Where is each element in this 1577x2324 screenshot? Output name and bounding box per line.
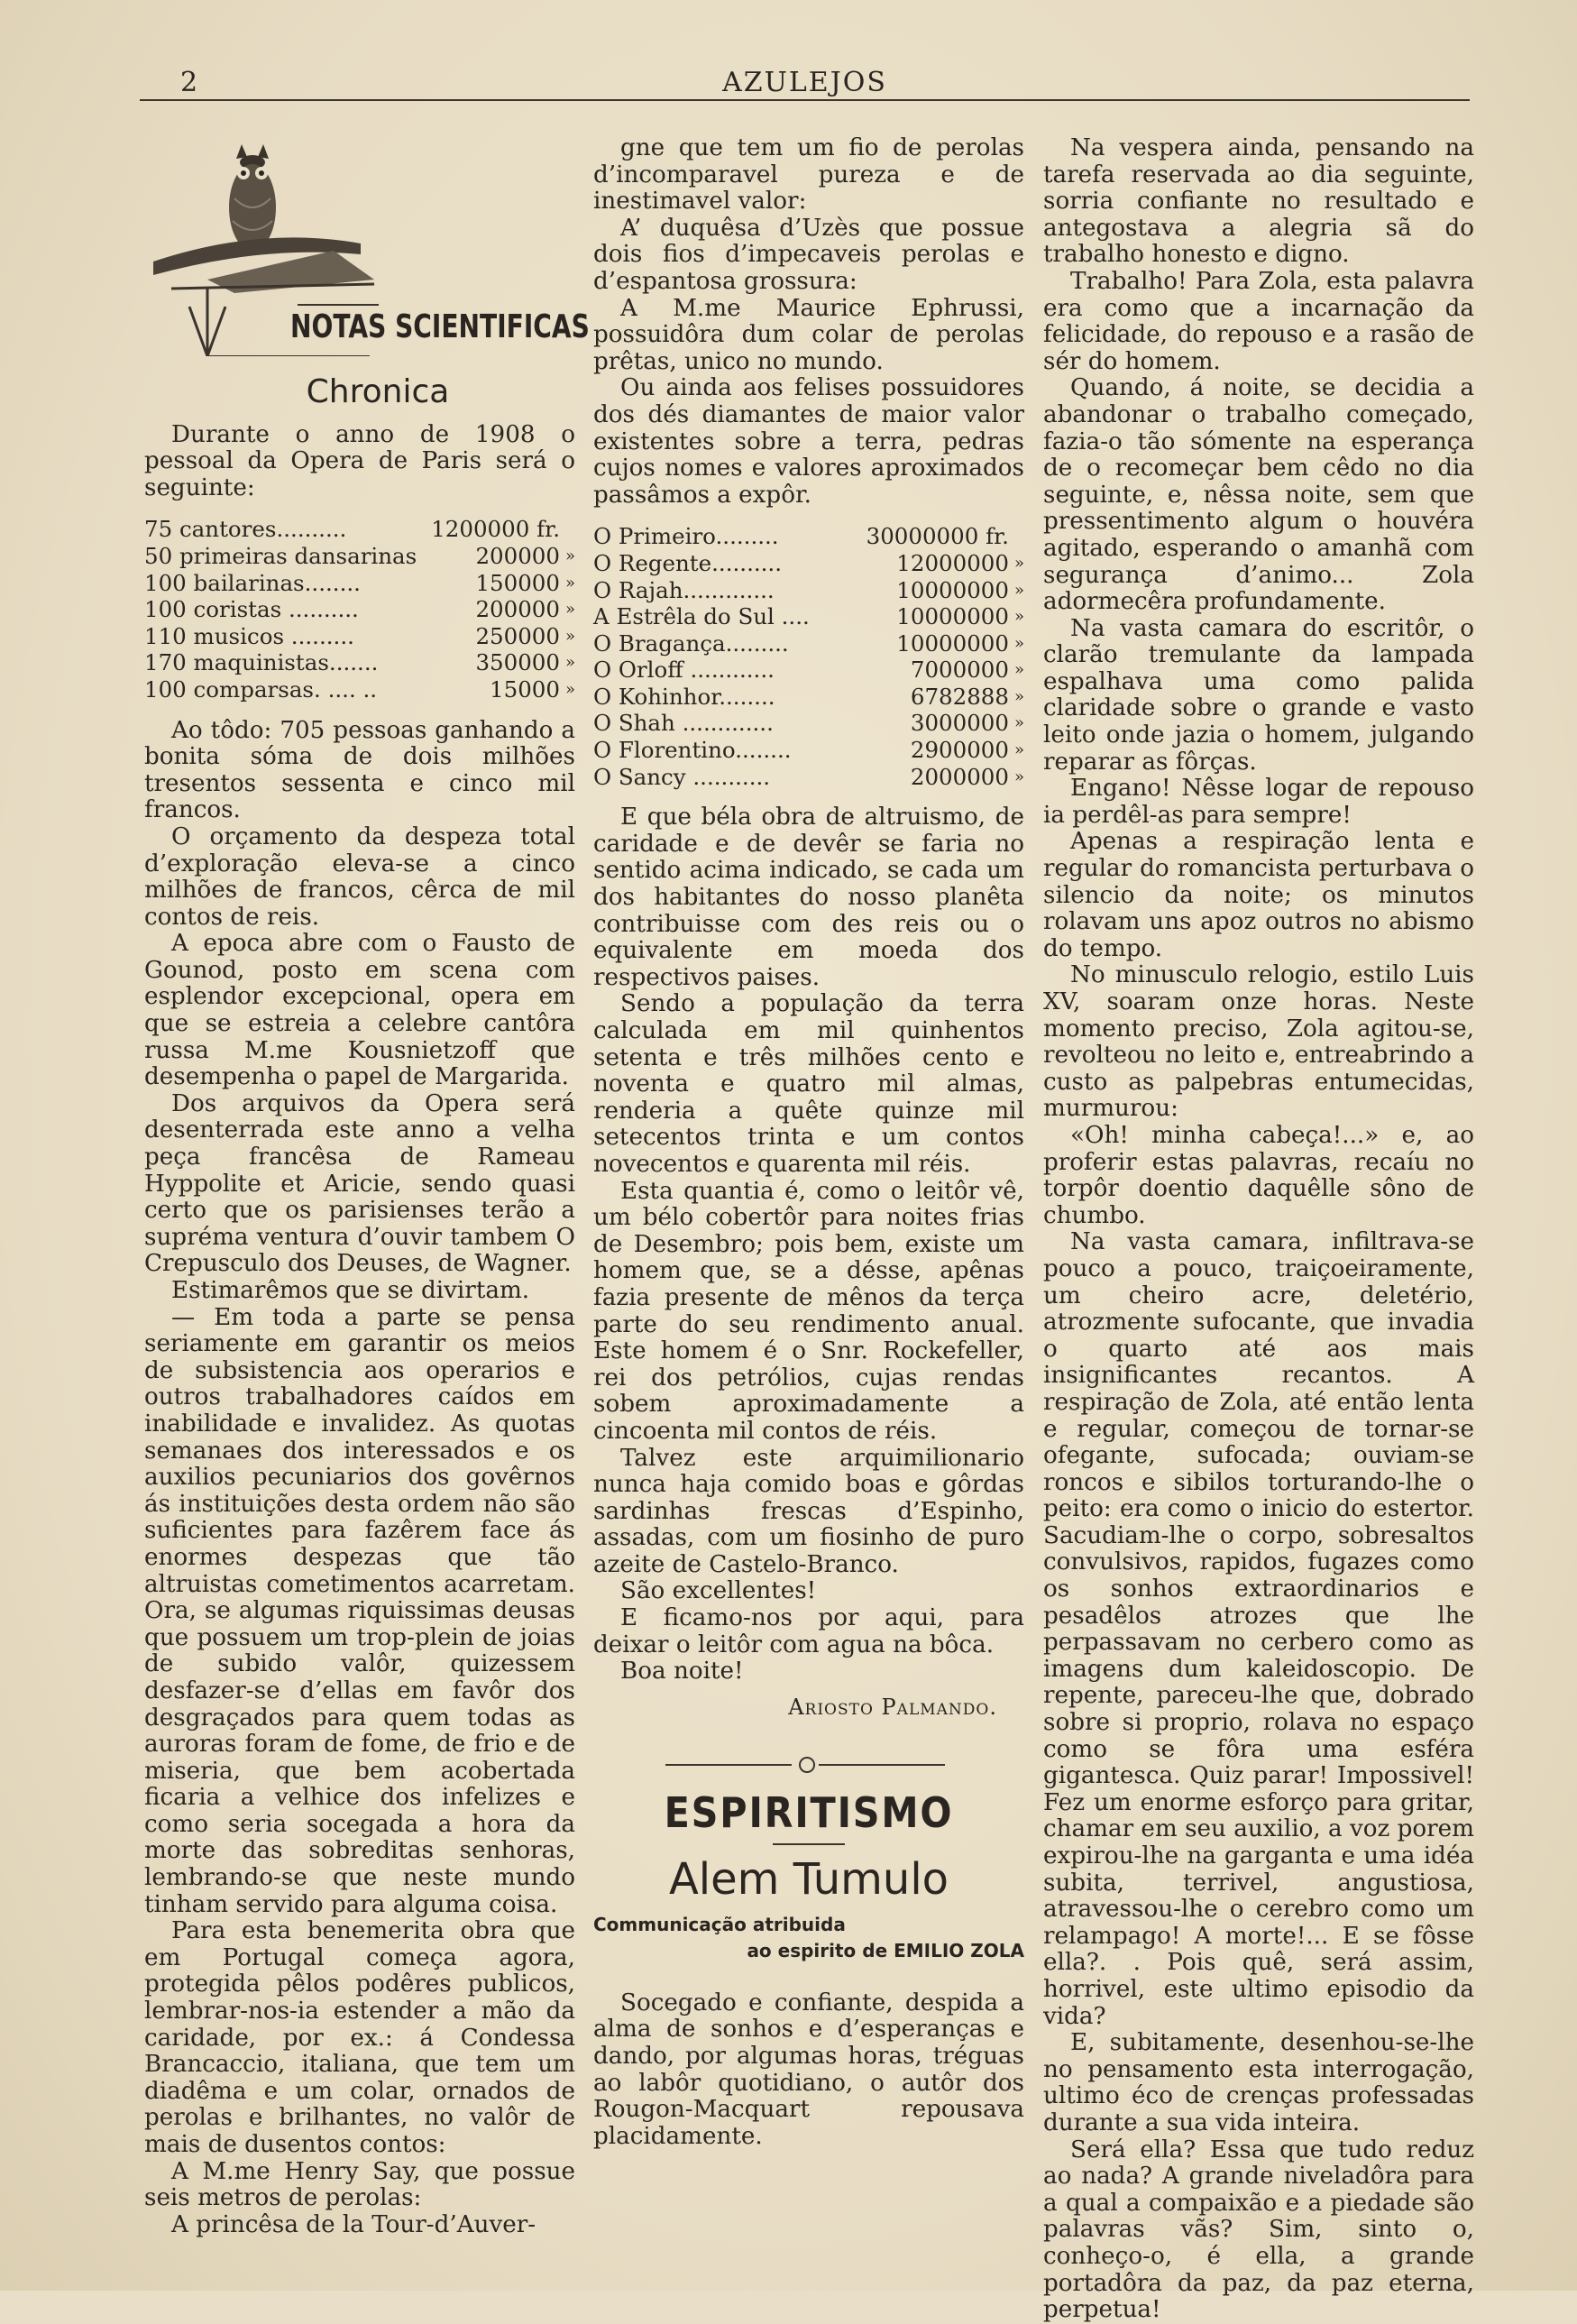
paragraph: «Oh! minha cabeça!...» e, ao proferir estas palavras, recaíu no torpôr doentio daquêlle sôno de chumbo. xyxy=(1043,1121,1474,1229)
ditto-mark: » xyxy=(564,679,575,699)
paragraph: Esta quantia é, como o leitôr vê, um bélo cobertôr para noites frias de Desembro; pois bem, existe um homem que, se a désse, apênas fazia presente de mênos da terça parte do seu rendimento anual. Este homem é o Snr. Rockefeller, rei dos petrólios, cujas rendas sobem aproximadamente a cincoenta mil contos de réis. xyxy=(593,1177,1024,1445)
paragraph: E ficamo-nos por aqui, para deixar o leitôr com agua na bôca. xyxy=(593,1604,1024,1658)
table-row xyxy=(593,523,1024,550)
row-label: O Regente.......... xyxy=(593,549,783,576)
ditto-mark xyxy=(1014,523,1024,550)
section-divider xyxy=(593,1748,1024,1784)
ditto-mark: » xyxy=(1013,660,1024,680)
row-value: 10000000 xyxy=(896,629,1009,657)
ditto-mark: » xyxy=(564,573,575,592)
middle-paragraphs-top xyxy=(593,135,1024,509)
running-title: AZULEJOS xyxy=(722,67,887,98)
paragraph: Quando, á noite, se decidia a abandonar o trabalho começado, fazia-o tão sómente na esperança de o recomeçar bem cêdo no dia seguinte, e, nêssa noite, sem que pressentimento algum o houvéra agitado, esperando o amanhã com segurança d’animo... Zola adormecêra profundamente. xyxy=(1043,374,1474,616)
paragraph: Engano! Nêsse logar de repouso ia perdêl-as para sempre! xyxy=(1043,775,1474,829)
row-label: 100 comparsas. .... .. xyxy=(144,675,378,703)
table-row xyxy=(144,516,575,543)
page-number: 2 xyxy=(180,67,198,98)
row-value: 350000 xyxy=(475,649,560,676)
paragraph: Trabalho! Para Zola, esta palavra era como que a incarnação da felicidade, do repouso e a rasão de sér do homem. xyxy=(1043,267,1474,375)
row-label: 100 coristas .......... xyxy=(144,596,359,623)
paragraph: São excellentes! xyxy=(620,1577,817,1605)
signature: Ariosto Palmando. xyxy=(788,1694,997,1720)
ditto-mark: » xyxy=(1013,607,1024,627)
paragraph: Talvez este arquimilionario nunca haja comido boas e gôrdas sardinhas frescas d’Espinho, assadas, com um fiosinho de puro azeite de Castelo-Branco. xyxy=(593,1444,1024,1578)
table-row xyxy=(144,570,575,597)
paragraph: Estimarêmos que se divirtam. xyxy=(171,1277,530,1304)
row-label: O Rajah............. xyxy=(593,576,775,603)
row-label: 110 musicos ......... xyxy=(144,622,354,649)
paragraph: E que béla obra de altruismo, de caridade e de devêr se faria no sentido acima indicado, se cada um dos habitantes do nosso planêta contribuisse com des reis ou o equivalente em moeda dos respectivos paises. xyxy=(593,804,1024,991)
article-title: Alem Tumulo xyxy=(668,1854,949,1906)
ditto-mark: » xyxy=(564,600,575,620)
row-label: O Sancy ........... xyxy=(593,763,771,790)
paragraph: Na vespera ainda, pensando na tarefa reservada ao dia seguinte, sorria confiante no resultado e antegostava a alegria sã do trabalho honesto e digno. xyxy=(1043,134,1474,269)
table-row xyxy=(593,684,1024,711)
middle-column xyxy=(593,135,1024,2150)
row-value: 7000000 xyxy=(910,657,1009,684)
page-header xyxy=(140,63,1470,101)
row-value: 200000 xyxy=(475,542,560,569)
paragraph: A epoca abre com o Fausto de Gounod, posto em scena com esplendor excepcional, opera em que se estreia a celebre cantôra russa M.me Kousnietzoff que desempenha o papel de Margarida. xyxy=(144,930,575,1091)
section-title: NOTAS SCIENTIFICAS xyxy=(290,308,590,345)
ditto-mark: » xyxy=(564,546,575,565)
paragraph: O orçamento da despeza total d’exploração eleva-se a cinco milhões de francos, cêrca de mil contos de reis. xyxy=(144,822,575,931)
table-row xyxy=(593,577,1024,604)
paragraph: Na vasta camara do escritôr, o clarão tremulante da lampada espalhava uma como palida claridade sobre o grande e vasto leito onde jazia o homem, julgando reparar as fôrças. xyxy=(1043,614,1474,776)
table-row xyxy=(144,596,575,623)
ditto-mark: » xyxy=(1013,553,1024,573)
paragraph: Ou ainda aos felises possuidores dos dés diamantes de maior valor existentes sobre a terra, pedras cujos nomes e valores aproximados passâmos a expôr. xyxy=(593,374,1024,509)
row-value: 2900000 xyxy=(910,737,1009,764)
attribution-line-2: ao espirito de EMILIO ZOLA xyxy=(747,1940,1024,1962)
paragraph: gne que tem um fio de perolas d’incomparavel pureza e de inestimavel valor: xyxy=(593,134,1024,216)
table-row xyxy=(144,623,575,650)
paragraph: Sendo a população da terra calculada em mil quinhentos setenta e três milhões cento e noventa e quatro mil almas, renderia a quête quinze mil setecentos trinta e um contos novecentos e quarenta mil réis. xyxy=(593,990,1024,1178)
row-label: 170 maquinistas....... xyxy=(144,649,379,676)
row-value: 6782888 xyxy=(910,683,1009,710)
row-value: 3000000 xyxy=(910,710,1009,737)
row-label: O Bragança......... xyxy=(593,629,789,657)
paragraph: Boa noite! xyxy=(620,1658,744,1686)
row-value: 15000 xyxy=(490,675,560,703)
paragraph: Apenas a respiração lenta e regular do romancista perturbava o silencio da noite; os minutos rolavam uns apoz outros no abismo do tempo. xyxy=(1043,828,1474,962)
row-label: O Florentino........ xyxy=(593,737,792,764)
ditto-mark: » xyxy=(1013,580,1024,600)
ditto-mark: » xyxy=(564,626,575,646)
table-row xyxy=(593,550,1024,577)
left-paragraphs xyxy=(144,718,575,2239)
section-title-espiritismo: ESPIRITISMO xyxy=(664,1788,954,1838)
right-paragraphs xyxy=(1043,135,1474,2324)
ditto-mark: » xyxy=(1013,633,1024,653)
table-row xyxy=(593,603,1024,630)
paragraph: A M.me Henry Say, que possue seis metros de perolas: xyxy=(144,2157,575,2212)
paragraph: No minusculo relogio, estilo Luis XV, soaram onze horas. Neste momento preciso, Zola agitou-se, revolteou no leito e, entreabrindo a custo as palpebras entumecidas, murmurou: xyxy=(1043,961,1474,1123)
paragraph: Durante o anno de 1908 o pessoal da Opera de Paris será o seguinte: xyxy=(144,420,575,501)
row-label: 100 bailarinas........ xyxy=(144,569,361,596)
row-label: O Orloff ............ xyxy=(593,657,775,684)
paragraph: A’ duquêsa d’Uzès que possue dois fios d’impecaveis perolas e d’espantosa grossura: xyxy=(593,214,1024,295)
row-label: O Shah ............. xyxy=(593,710,774,737)
row-label: A Estrêla do Sul .... xyxy=(593,603,810,630)
paragraph: Socegado e confiante, despida a alma de sonhos e d’esperanças e dando, por algumas horas, tréguas ao labôr quotidiano, o autôr dos Rougon-Macquart repousava placidamente. xyxy=(593,1989,1024,2150)
table-row xyxy=(593,764,1024,791)
row-value: 10000000 xyxy=(896,576,1009,603)
ditto-mark xyxy=(565,516,575,543)
attribution-line-1: Communicação atribuida xyxy=(593,1913,846,1935)
ditto-mark: » xyxy=(1013,686,1024,706)
paragraph: A M.me Maurice Ephrussi, possuidôra dum colar de perolas prêtas, unico no mundo. xyxy=(593,294,1024,375)
row-label: O Primeiro......... xyxy=(593,523,779,550)
section-heading xyxy=(144,135,590,379)
table-row xyxy=(593,657,1024,684)
row-value: 150000 xyxy=(475,569,560,596)
table-row xyxy=(593,710,1024,737)
row-value: 2000000 xyxy=(910,763,1009,790)
diamonds-table xyxy=(593,523,1024,790)
right-column xyxy=(1043,135,1474,2324)
paragraph: A princêsa de la Tour-d’Auver- xyxy=(171,2210,536,2238)
paragraph: — Em toda a parte se pensa seriamente em garantir os meios de subsistencia aos operarios e outros trabalhadores caídos em inabilidade e invalidez. As quotas semanaes dos interessados e os auxilios pecuniarios dos govêrnos ás instituições desta ordem não são suficientes para fazêrem face ás enormes despezas que tão altruistas cometimentos acarretam. Ora, se algumas riquissimas deusas que possuem um trop-plein de joias de subido valôr, quizessem desfazer-se d’ellas em favôr dos desgraçados para quem todas as auroras foram de fome, de frio e de miseria, que bem acobertada ficaria a velhice dos infelizes e como seria socegada a hora da morte das sobreditas senhoras, lembrando-se que neste mundo tinham servido para alguma coisa. xyxy=(144,1303,575,1918)
table-row xyxy=(144,649,575,676)
table-row xyxy=(144,543,575,570)
paragraph: Será ella? Essa que tudo reduz ao nada? A grande niveladôra para a qual a compaixão e a piedade são palavras vãs? Sim, sinto o, conheço-o, é ella, a grande portadôra da paz, da paz eterna, perpetua! xyxy=(1043,2136,1474,2324)
ditto-mark: » xyxy=(1013,740,1024,760)
middle-paragraphs-bottom xyxy=(593,804,1024,1686)
table-row xyxy=(593,737,1024,764)
row-value: 250000 xyxy=(475,622,560,649)
left-column xyxy=(144,135,590,2238)
ditto-mark: » xyxy=(564,653,575,673)
row-label: O Kohinhor........ xyxy=(593,683,775,710)
paragraph: Para esta benemerita obra que em Portugal começa agora, protegida pêlos podêres publicos, lembrar-nos-ia estender a mão da caridade, por ex.: á Condessa Brancaccio, italiana, que tem um diadêma e um colar, ornados de perolas e brilhantes, no valôr de mais de dusentos contos: xyxy=(144,1917,575,2158)
paragraph: Dos arquivos da Opera será desenterrada este anno a velha peça francêsa de Rameau Hyppolite et Aricie, sendo quasi certo que os parisienses terão a supréma ventura d’ouvir tambem O Crepusculo dos Deuses, de Wagner. xyxy=(144,1089,575,1278)
divider xyxy=(773,1843,845,1845)
table-row xyxy=(144,676,575,703)
ditto-mark: » xyxy=(1013,713,1024,733)
row-label: 50 primeiras dansarinas xyxy=(144,542,417,569)
ditto-mark: » xyxy=(1013,767,1024,786)
opera-staff-table xyxy=(144,516,575,703)
row-label: 75 cantores.......... xyxy=(144,516,347,543)
row-value: 10000000 xyxy=(896,603,1009,630)
paragraph: E, subitamente, desenhou-se-lhe no pensamento esta interrogação, ultimo éco de crenças professadas durante a sua vida inteira. xyxy=(1043,2029,1474,2136)
table-row xyxy=(593,630,1024,657)
row-value: 30000000 fr. xyxy=(866,523,1009,550)
row-value: 1200000 fr. xyxy=(431,516,560,543)
row-value: 200000 xyxy=(475,596,560,623)
paragraph: Ao tôdo: 705 pessoas ganhando a bonita sóma de dois milhões tresentos sessenta e cinco mil francos. xyxy=(144,716,575,824)
paragraph: Na vasta camara, infiltrava-se pouco a pouco, traiçoeiramente, um cheiro acre, deletério, atrozmente sufocante, que invadia o quarto até aos mais insignificantes recantos. A respiração de Zola, até então lenta e regular, começou de tornar-se ofegante, sufocada; ouviam-se roncos e sibilos torturando-lhe o peito: era como o inicio do estertor. Sacudiam-lhe o corpo, sobresaltos convulsivos, rapidos, fugazes como os sonhos extraordinarios e pesadêlos atrozes que lhe perpassavam no cerbero como as imagens dum kaleidoscopio. De repente, pareceu-lhe que, dobrado sobre si proprio, rolava no espaço como se fôra uma esféra gigantesca. Quiz parar! Impossivel! Fez um enorme esforço para gritar, chamar em seu auxilio, a voz porem expirou-lhe na garganta e uma idéa subita, terrivel, angustiosa, atravessou-lhe o cerebro como um relampago! A morte!... E se fôsse ella?. . Pois quê, será assim, horrivel, este ultimo episodio da vida? xyxy=(1043,1228,1474,2030)
subtitle: Chronica xyxy=(306,373,450,410)
row-value: 12000000 xyxy=(896,549,1009,576)
